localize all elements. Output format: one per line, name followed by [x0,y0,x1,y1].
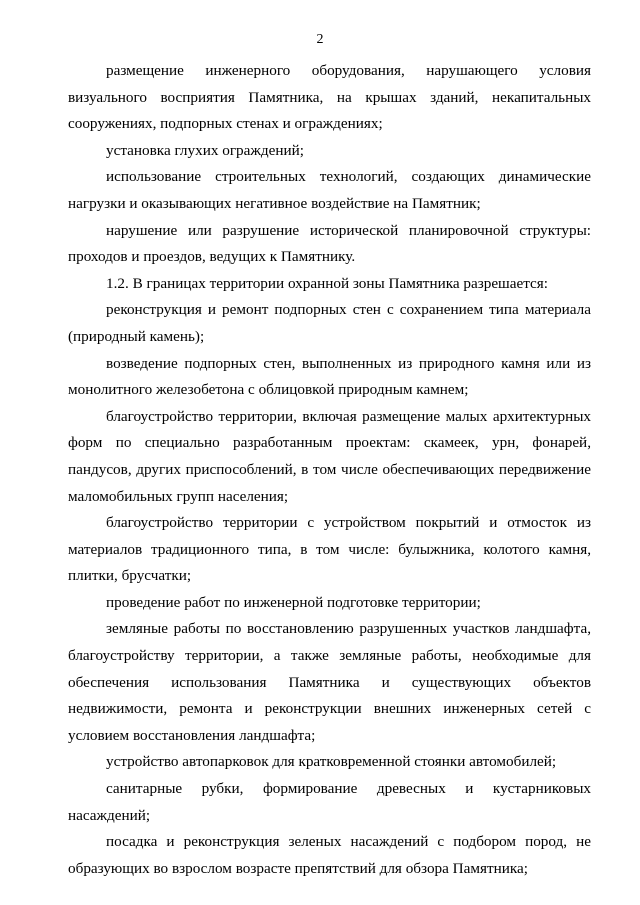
paragraph-landscaping-coverings: благоустройство территории с устройством покрытий и отмосток из материалов традиционного типа, в том числе: булыжника, колотого камня, плитки, брусчатки; [68,514,591,585]
paragraph-blind-fences: установка глухих ограждений; [106,141,304,159]
paragraph-retaining-walls-repair: реконструкция и ремонт подпорных стен с сохранением типа материала (природный камень); [68,301,591,345]
document-body [68,58,591,882]
section-heading-1-2: 1.2. В границах территории охранной зоны Памятника разрешается: [106,274,549,292]
paragraph-construction-technologies: использование строительных технологий, создающих динамические нагрузки и оказывающих негативное воздействие на Памятник; [68,168,591,212]
paragraph-landscaping-small-forms: благоустройство территории, включая размещение малых архитектурных форм по специально разработанным проектам: скамеек, урн, фонарей, пандусов, других приспособлений, в том числе обеспечивающих передвижение маломобильных групп населения; [68,407,591,505]
paragraph-retaining-walls-construction: возведение подпорных стен, выполненных из природного камня или из монолитного железобетона с облицовкой природным камнем; [68,354,591,399]
paragraph-engineering-preparation: проведение работ по инженерной подготовке территории; [106,593,481,611]
paragraph-green-planting: посадка и реконструкция зеленых насаждений с подбором пород, не образующих во взрослом возрасте препятствий для обзора Памятника; [68,833,591,877]
page-number: 2 [316,32,324,47]
paragraph-planning-structure: нарушение или разрушение исторической планировочной структуры: проходов и проездов, ведущих к Памятнику. [68,221,591,266]
paragraph-sanitary-felling: санитарные рубки, формирование древесных и кустарниковых насаждений; [68,780,591,824]
paragraph-parking: устройство автопарковок для кратковременной стоянки автомобилей; [106,753,557,771]
paragraph-earthworks: земляные работы по восстановлению разрушенных участков ландшафта, благоустройству территории, а также земляные работы, необходимые для обеспечения использования Памятника и существующих объектов недвижимости, ремонта и реконструкции внешних инженерных сетей с условием восстановления ландшафта; [68,620,591,744]
paragraph-engineering-equipment: размещение инженерного оборудования, нарушающего условия визуального восприятия Памятника, на крышах зданий, некапитальных сооружениях, подпорных стенах и ограждениях; [68,62,591,133]
